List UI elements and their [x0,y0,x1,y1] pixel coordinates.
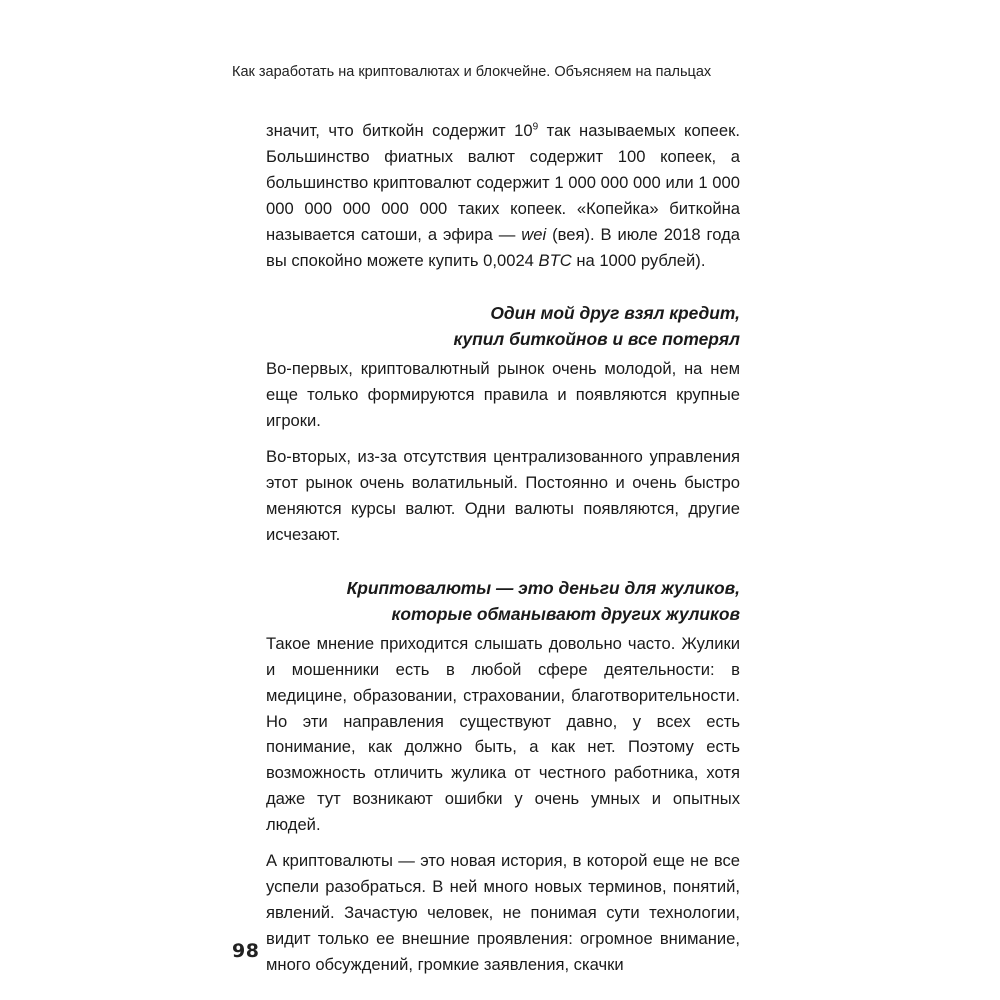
paragraph-secondly: Во-вторых, из-за отсутствия централизованного управления этот рынок очень волатильный. Постоянно и очень быстро меняются курсы валют. Одни валюты появляются, другие исчезают. [266,447,740,544]
page-number: 98 [232,940,260,962]
heading-line: Один мой друг взял кредит, [490,303,740,324]
paragraph-satoshi-text-1: значит, что биткойн содержит 10 [266,121,533,140]
paragraph-satoshi-text-2: так называемых копеек. Большинство фиатных валют содержит 100 копеек, а большинство криптовалют содержит 1 000 000 000 или 1 000 000 000 000 000 000 таких копеек. «Копейка» биткойна называется сатоши, а эфира — [266,121,740,244]
heading-line: которые обманывают других жуликов [391,603,740,624]
heading-line: Криптовалюты — это деньги для жуликов, [346,577,740,598]
exponent-superscript: 9 [532,121,539,133]
paragraph-satoshi-text-3: (вея). В июле 2018 года вы спокойно можете купить 0,0024 [266,224,741,270]
running-header: Как заработать на криптовалютах и блокчейне. Объясняем на пальцах [232,64,712,80]
paragraph-new-history: А криптовалюты — это новая история, в которой еще не все успели разобраться. В ней много новых терминов, понятий, явлений. Зачастую человек, не понимая сути технологии, видит только ее внешние проявления: огромное внимание, много обсуждений, громкие заявления, скачки [266,851,740,974]
paragraph-firstly: Во-первых, криптовалютный рынок очень молодой, на нем еще только формируются правила и появляются крупные игроки. [266,359,740,431]
paragraph-opinion: Такое мнение приходится слышать довольно часто. Жулики и мошенники есть в любой сфере деятельности: в медицине, образовании, страховании, благотворительности. Но эти направления существуют давно, у всех есть понимание, как должно быть, а как нет. Поэтому есть возможность отличить жулика от честного работника, хотя даже тут возникают ошибки у очень умных и опытных людей. [266,633,740,835]
btc-term: BTC [538,250,572,270]
section-heading-friend-credit [266,300,740,352]
heading-line: купил биткойнов и все потерял [453,329,740,350]
section-heading-crooks [266,575,740,627]
page-body [266,118,740,978]
wei-term: wei [521,224,547,244]
paragraph-satoshi-text-4: на 1000 рублей). [571,250,706,270]
paragraph-satoshi [266,118,740,273]
